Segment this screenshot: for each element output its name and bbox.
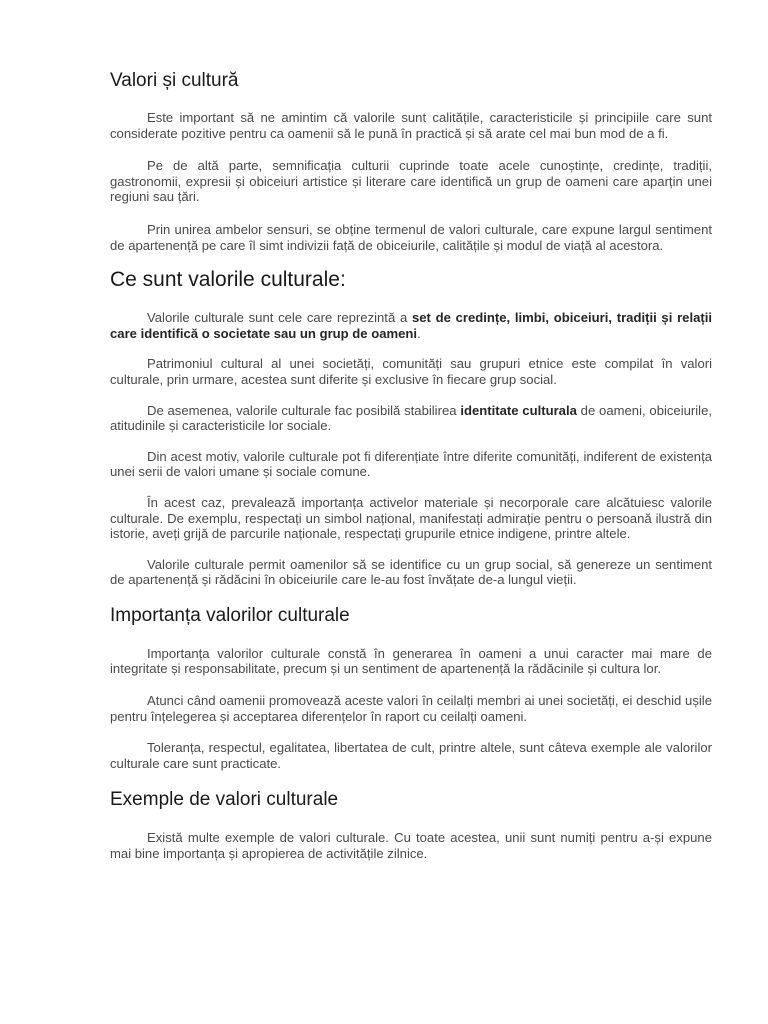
paragraph: Din acest motiv, valorile culturale pot fi diferențiate între diferite comunități, indiferent de existența unei serii de valori umane și sociale comune. — [110, 448, 712, 480]
paragraph: Pe de altă parte, semnificația culturii cuprinde toate acele cunoștințe, credințe, tradiții, gastronomii, expresii și obiceiuri artistice și literare care identifică un grup de oameni care aparțin unei regiuni sau țări. — [110, 158, 712, 205]
heading-ce-sunt-valorile-culturale: Ce sunt valorile culturale: — [110, 268, 346, 292]
paragraph — [110, 310, 712, 341]
paragraph: Atunci când oamenii promovează aceste valori în ceilalți membri ai unei societăți, ei deschid ușile pentru înțelegerea și acceptarea diferențelor în raport cu ceilalți oameni. — [110, 693, 712, 724]
paragraph: Toleranța, respectul, egalitatea, libertatea de cult, printre altele, sunt câteva exemple ale valorilor culturale care sunt practicate. — [110, 740, 712, 771]
document-page — [110, 66, 712, 862]
bold-text: identitate culturala — [460, 402, 577, 418]
paragraph: Importanța valorilor culturale constă în generarea în oameni a unui caracter mai mare de integritate și responsabilitate, precum și un sentiment de apartenență la rădăcinile și cultura lor. — [110, 645, 712, 677]
text: Valorile culturale sunt cele care reprezintă a — [147, 310, 412, 326]
paragraph: Este important să ne amintim că valorile sunt calitățile, caracteristicile și principiile care sunt considerate pozitive pentru ca oamenii să le pună în practică și să arate cel mai bun mod de a fi. — [110, 110, 712, 141]
heading-importanta-valorilor-culturale: Importanța valorilor culturale — [110, 604, 350, 626]
text: de oameni, obiceiurile, atitudinile și caracteristicile lor sociale. — [110, 402, 713, 434]
paragraph: În acest caz, prevalează importanța activelor materiale și necorporale care alcătuiesc valorile culturale. De exemplu, respectați un simbol național, manifestați admirație pentru o persoană ilustră din istorie, aveți grijă de parcurile naționale, respectați grupurile etnice indigene, printre altele. — [110, 494, 712, 542]
text: De asemenea, valorile culturale fac posibilă stabilirea — [147, 402, 461, 418]
bold-text: set de credințe, limbi, obiceiuri, tradiții și relații care identifică o societate sau un grup de oameni — [110, 310, 712, 341]
paragraph: Patrimoniul cultural al unei societăți, comunități sau grupuri etnice este compilat în valori culturale, prin urmare, acestea sunt diferite și exclusive în fiecare grup social. — [110, 356, 712, 387]
heading-valori-si-cultura: Valori și cultură — [110, 70, 239, 91]
text: . — [417, 325, 421, 341]
paragraph: Valorile culturale permit oamenilor să se identifice cu un grup social, să genereze un sentiment de apartenență și rădăcini în obiceiurile care le-au fost învățate de-a lungul vieții. — [110, 556, 712, 588]
paragraph: Prin unirea ambelor sensuri, se obține termenul de valori culturale, care expune largul sentiment de apartenență pe care îl simt indivizii față de obiceiurile, calitățile și modul de viață al acestora. — [110, 221, 712, 253]
paragraph: Există multe exemple de valori culturale. Cu toate acestea, unii sunt numiți pentru a-și expune mai bine importanța și apropierea de activitățile zilnice. — [110, 830, 712, 862]
heading-exemple-de-valori-culturale: Exemple de valori culturale — [110, 789, 339, 811]
paragraph — [110, 403, 712, 434]
